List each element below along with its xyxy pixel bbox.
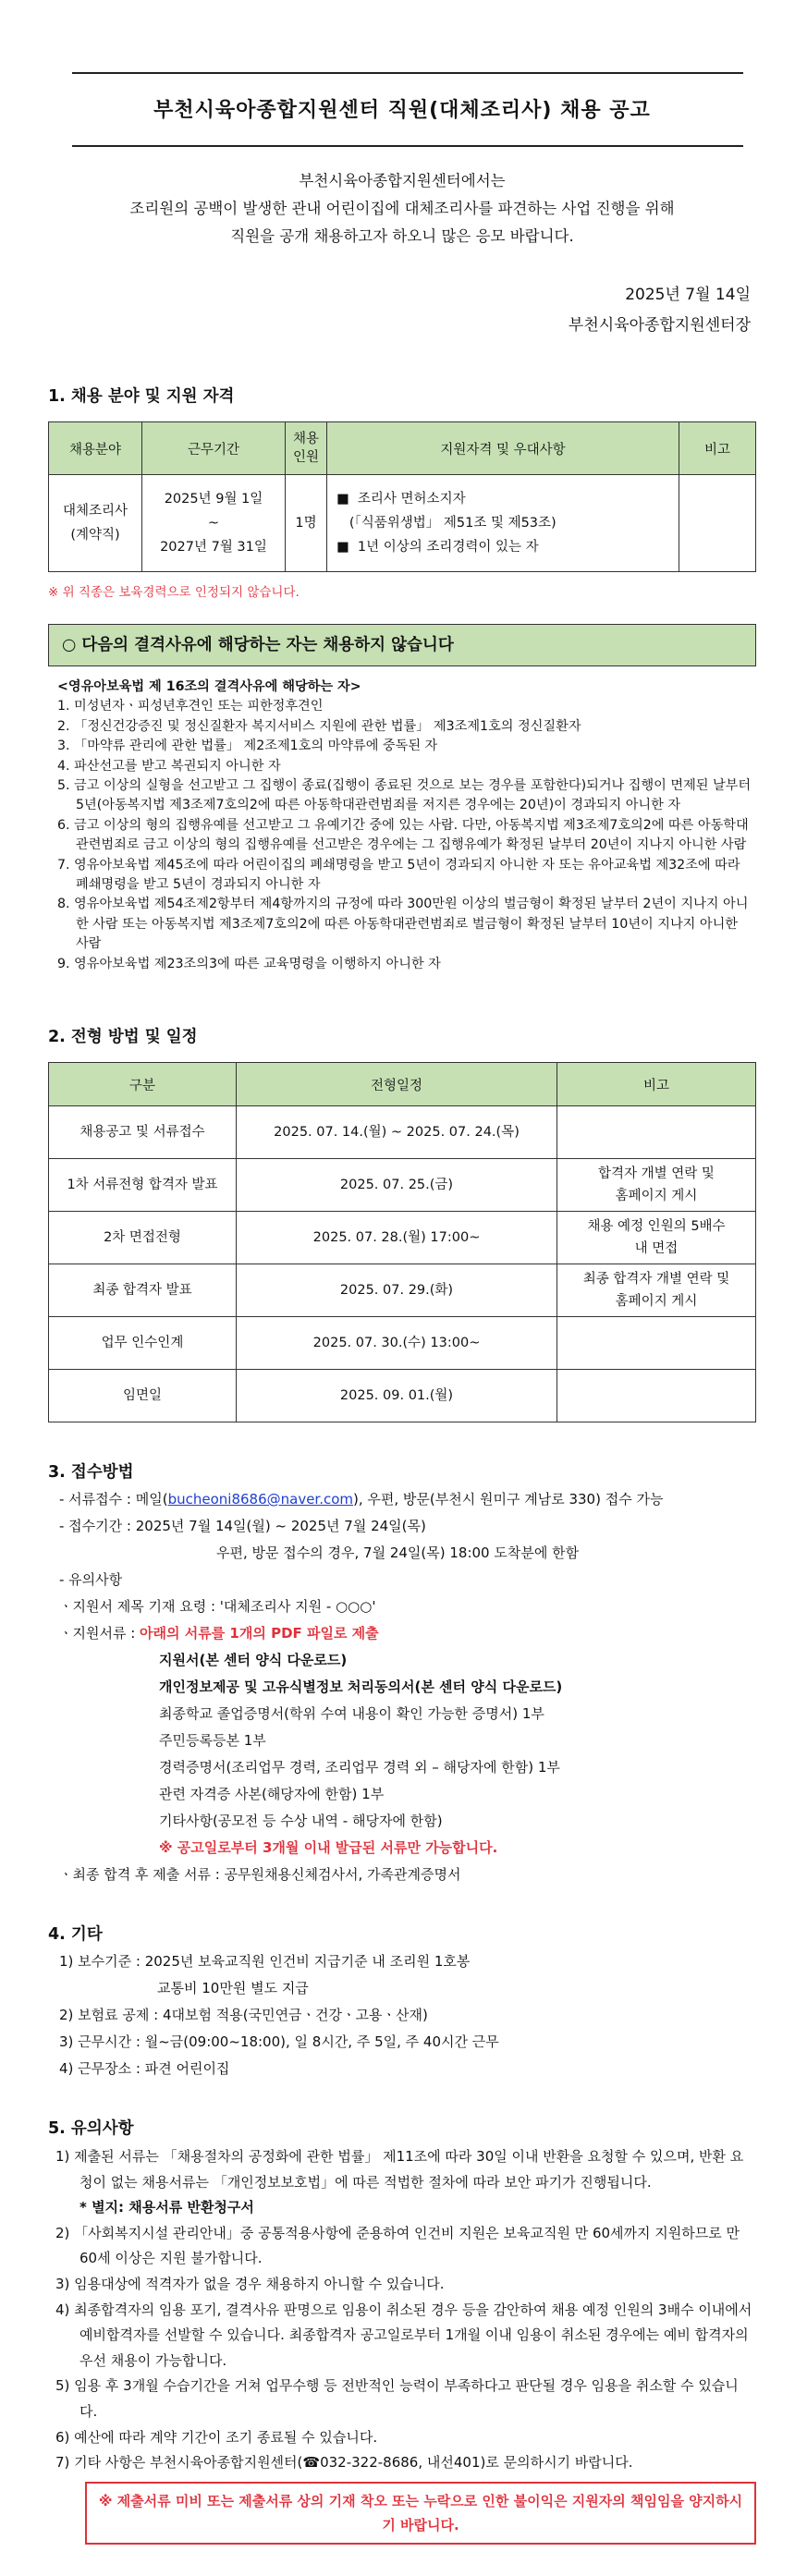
list-item: 5) 임용 후 3개월 수습기간을 거쳐 업무수행 등 전반적인 능력이 부족하다고 판단될 경우 임용을 취소할 수 있습니다. <box>55 2377 739 2421</box>
section5-heading: 5. 유의사항 <box>48 2119 134 2139</box>
list-item: 8. 영유아보육법 제54조제2항부터 제4항까지의 규정에 따라 300만원 이상의 벌금형이 확정된 날부터 2년이 지나지 아니한 사람 또는 아동복지법 제3조제7호의2에 따른 아동학대관련범죄로 벌금형이 확정된 날부터 10년이 지나지 아니한 사람 <box>57 897 749 952</box>
intro: 부천시육아종합지원센터에서는 조리원의 공백이 발생한 관내 어린이집에 대체조리사를 파견하는 사업 진행을 위해 직원을 공개 채용하고자 하오니 많은 응모 바랍니다. <box>129 172 675 245</box>
notes-list: 1) 제출된 서류는 「채용절차의 공정화에 관한 법률」 제11조에 따라 30일 이내 반환을 요청할 수 있으며, 반환 요청이 없는 채용서류는 「개인정보보호법」에 따른 적법한 절차에 따라 보안 파기가 진행됩니다. * 별지: 채용서류 반환청구서 2) 「사회복지시설 관리안내」중 공통적용사항에 준용하여 인건비 지원은 보육교직원 만 60세까지 지원하므로 만 60세 이상은 지원 불가합니다. 3) 임용대상에 적격자가 없을 경우 채용하지 아니할 수 있습니다. 4) 최종합격자의 임용 포기, 결격사유 판명으로 임용이 취소된 경우 등을 감안하여 채용 예정 인원의 3배수 이내에서 예비합격자를 선발할 수 있습니다. 최종합격자 공고일로부터 1개월 이내 임용이 취소된 경우에는 예비 합격자의 우선 채용이 가능합니다. 5) 임용 후 3개월 수습기간을 거쳐 업무수행 등 전반적인 능력이 부족하다고 판단될 경우 임용을 취소할 수 있습니다. 6) 예산에 따라 계약 기간이 조기 종료될 수 있습니다. 7) 기타 사항은 부천시육아종합지원센터(☎032-322-8686, 내선401)로 문의하시기 바랍니다. <box>48 2144 756 2476</box>
table-row: 업무 인수인계 2025. 07. 30.(수) 13:00~ <box>49 1317 756 1370</box>
list-item: 지원서(본 센터 양식 다운로드) <box>159 1652 348 1669</box>
title-rule <box>72 145 743 147</box>
section4-heading: 4. 기타 <box>48 1925 103 1945</box>
list-item: 주민등록등본 1부 <box>159 1732 266 1750</box>
list-item: 경력증명서(조리업무 경력, 조리업무 경력 외 – 해당자에 한함) 1부 <box>159 1759 560 1776</box>
disqualification-list: <영유아보육법 제 16조의 결격사유에 해당하는 자> 1. 미성년자ㆍ피성년후견인 또는 피한정후견인 2. 「정신건강증진 및 정신질환자 복지서비스 지원에 관한 법률」 제3조제1호의 정신질환자 3. 「마약류 관리에 관한 법률」 제2조제1호의 마약류에 중독된 자 4. 파산선고를 받고 복권되지 아니한 자 5. 금고 이상의 실형을 선고받고 그 집행이 종료(집행이 종료된 것으로 보는 경우를 포함한다)되거나 집행이 면제된 날부터 5년(아동복지법 제3조제7호의2에 따른 아동학대관련범죄를 저지른 경우에는 20년)이 경과되지 아니한 자 6. 금고 이상의 형의 집행유예를 선고받고 그 유예기간 중에 있는 사람. 다만, 아동복지법 제3조제7호의2에 따른 아동학대관련범죄로 금고 이상의 형의 집행유예를 선고받은 경우에는 그 집행유예가 확정된 날부터 20년이 지나지 아니한 사람 7. 영유아보육법 제45조에 따라 어린이집의 폐쇄명령을 받고 5년이 경과되지 아니한 자 또는 유아교육법 제32조에 따라 폐쇄명령을 받고 5년이 경과되지 아니한 자 8. 영유아보육법 제54조제2항부터 제4항까지의 규정에 따라 300만원 이상의 벌금형이 확정된 날부터 2년이 지나지 아니한 사람 또는 아동복지법 제3조제7호의2에 따른 아동학대관련범죄로 벌금형이 확정된 날부터 10년이 지나지 아니한 사람 9. 영유아보육법 제23조의3에 따른 교육명령을 이행하지 아니한 자 <box>48 666 756 974</box>
list-item: 1) 제출된 서류는 「채용절차의 공정화에 관한 법률」 제11조에 따라 30일 이내 반환을 요청할 수 있으며, 반환 요청이 없는 채용서류는 「개인정보보호법」에 따른 적법한 절차에 따라 보안 파기가 진행됩니다. <box>55 2148 744 2191</box>
list-item: 2) 「사회복지시설 관리안내」중 공통적용사항에 준용하여 인건비 지원은 보육교직원 만 60세까지 지원하므로 만 60세 이상은 지원 불가합니다. <box>55 2224 740 2267</box>
table-row: 2차 면접전형 2025. 07. 28.(월) 17:00~ 채용 예정 인원의 5배수 내 면접 <box>49 1212 756 1264</box>
list-item: 6. 금고 이상의 형의 집행유예를 선고받고 그 유예기간 중에 있는 사람. 다만, 아동복지법 제3조제7호의2에 따른 아동학대관련범죄로 금고 이상의 형의 집행유예를 선고받은 경우에는 그 집행유예가 확정된 날부터 20년이 지나지 아니한 사람 <box>57 817 749 853</box>
list-item: 2. 「정신건강증진 및 정신질환자 복지서비스 지원에 관한 법률」 제3조제1호의 정신질환자 <box>57 718 581 734</box>
warning-box: ※ 제출서류 미비 또는 제출서류 상의 기재 착오 또는 누락으로 인한 불이익은 지원자의 책임임을 양지하시기 바랍니다. <box>85 2482 756 2545</box>
list-item: 3) 임용대상에 적격자가 없을 경우 채용하지 아니할 수 있습니다. <box>55 2276 445 2293</box>
table-row: 1차 서류전형 합격자 발표 2025. 07. 25.(금) 합격자 개별 연락 및 홈페이지 게시 <box>49 1159 756 1212</box>
list-item: 7) 기타 사항은 부천시육아종합지원센터(☎032-322-8686, 내선401)로 문의하시기 바랍니다. <box>55 2454 633 2472</box>
email-link[interactable]: bucheoni8686@naver.com <box>167 1491 354 1508</box>
list-item: 최종학교 졸업증명서(학위 수여 내용이 확인 가능한 증명서) 1부 <box>159 1705 544 1723</box>
section2-heading: 2. 전형 방법 및 일정 <box>48 1028 198 1047</box>
list-item: 5. 금고 이상의 실형을 선고받고 그 집행이 종료(집행이 종료된 것으로 보는 경우를 포함한다)되거나 집행이 면제된 날부터 5년(아동복지법 제3조제7호의2에 따른 아동학대관련범죄를 저지른 경우에는 20년)이 경과되지 아니한 자 <box>57 778 752 813</box>
list-item: 7. 영유아보육법 제45조에 따라 어린이집의 폐쇄명령을 받고 5년이 경과되지 아니한 자 또는 유아교육법 제32조에 따라 폐쇄명령을 받고 5년이 경과되지 아니한 자 <box>57 857 740 893</box>
list-item: 기타사항(공모전 등 수상 내역 - 해당자에 한함) <box>159 1813 443 1830</box>
schedule-table: 구분 전형일정 비고 채용공고 및 서류접수 2025. 07. 14.(월) ~ 2025. 07. 24.(목) 1차 서류전형 합격자 발표 2025. 07. 25.(금) 합격자 개별 연락 및 홈페이지 게시 2차 면접전형 2025. 07. 28.(월) 17:00~ 채용 예정 인원의 5배수 내 면접 최종 합격자 발표 2025. 07. 29.(화) 최종 합격자 개별 연락 및 홈페이지 게시 업무 인수인계 2025. 07. 30.(수) 13:00~ 임면일 2025. 09. 01.(월) <box>48 1062 756 1422</box>
disqualification-banner: ○ 다음의 결격사유에 해당하는 자는 채용하지 않습니다 <box>48 624 756 666</box>
list-item: 6) 예산에 따라 계약 기간이 조기 종료될 수 있습니다. <box>55 2428 378 2446</box>
notice-title: 부천시육아종합지원센터 직원(대체조리사) 채용 공고 <box>153 99 651 122</box>
table-row: 대체조리사 (계약직) 2025년 9월 1일 ~ 2027년 7월 31일 1명 ■ 조리사 면허소지자 (「식품위생법」 제51조 및 제53조) ■ 1년 이상의 조리경력이 있는 자 <box>49 475 756 572</box>
table-row: 임면일 2025. 09. 01.(월) <box>49 1370 756 1422</box>
experience-note: ※ 위 직종은 보육경력으로 인정되지 않습니다. <box>48 585 300 600</box>
section3-heading: 3. 접수방법 <box>48 1463 134 1483</box>
list-item: 개인정보제공 및 고유식별정보 처리동의서(본 센터 양식 다운로드) <box>159 1679 563 1696</box>
table-row: 최종 합격자 발표 2025. 07. 29.(화) 최종 합격자 개별 연락 및 홈페이지 게시 <box>49 1264 756 1317</box>
etc-list: 1) 보수기준 : 2025년 보육교직원 인건비 지급기준 내 조리원 1호봉 교통비 10만원 별도 지급 2) 보험료 공제 : 4대보험 적용(국민연금ㆍ건강ㆍ고용ㆍ산재) 3) 근무시간 : 월~금(09:00~18:00), 일 8시간, 주 5일, 주 40시간 근무 4) 근무장소 : 파견 어린이집 <box>59 1953 499 2078</box>
list-item: 4) 최종합격자의 임용 포기, 결격사유 판명으로 임용이 취소된 경우 등을 감안하여 채용 예정 인원의 3배수 이내에서 예비합격자를 선발할 수 있습니다. 최종합격자 공고일로부터 1개월 이내 임용이 취소된 경우에는 예비 합격자의 우선 채용이 가능합니다. <box>55 2301 752 2369</box>
application-method: - 서류접수 : 메일(bucheoni8686@naver.com), 우편, 방문(부천시 원미구 계남로 330) 접수 가능 - 접수기간 : 2025년 7월 14일(월) ~ 2025년 7월 24일(목) 우편, 방문 접수의 경우, 7월 24일(목) 18:00 도착분에 한함 - 유의사항 ㆍ지원서 제목 기재 요령 : '대체조리사 지원 - ○○○' ㆍ지원서류 : 아래의 서류를 1개의 PDF 파일로 제출 지원서(본 센터 양식 다운로드) 개인정보제공 및 고유식별정보 처리동의서(본 센터 양식 다운로드) 최종학교 졸업증명서(학위 수여 내용이 확인 가능한 증명서) 1부 주민등록등본 1부 경력증명서(조리업무 경력, 조리업무 경력 외 – 해당자에 한함) 1부 관련 자격증 사본(해당자에 한함) 1부 기타사항(공모전 등 수상 내역 - 해당자에 한함) ※ 공고일로부터 3개월 이내 발급된 서류만 가능합니다. ㆍ최종 합격 후 제출 서류 : 공무원채용신체검사서, 가족관계증명서 <box>48 1486 756 1888</box>
table-row: 채용공고 및 서류접수 2025. 07. 14.(월) ~ 2025. 07. 24.(목) <box>49 1106 756 1159</box>
notice-org: 부천시육아종합지원센터장 <box>568 316 751 335</box>
section1-heading: 1. 채용 분야 및 지원 자격 <box>48 387 235 406</box>
list-item: 관련 자격증 사본(해당자에 한함) 1부 <box>159 1786 385 1803</box>
list-item: 3. 「마약류 관리에 관한 법률」 제2조제1호의 마약류에 중독된 자 <box>57 739 438 754</box>
list-item: 9. 영유아보육법 제23조의3에 따른 교육명령을 이행하지 아니한 자 <box>57 956 441 971</box>
date-block <box>48 280 756 341</box>
qualification-table: 채용분야 근무기간 채용 인원 지원자격 및 우대사항 비고 대체조리사 (계약직) 2025년 9월 1일 ~ 2027년 7월 31일 1명 ■ 조리사 면허소지자 (「식품위생법」 제51조 및 제53조) ■ 1년 이상의 조리경력이 있는 자 <box>48 421 756 572</box>
list-item: 4. 파산선고를 받고 복권되지 아니한 자 <box>57 758 281 774</box>
notice-date: 2025년 7월 14일 <box>625 286 751 304</box>
list-item: 1. 미성년자ㆍ피성년후견인 또는 피한정후견인 <box>57 699 324 714</box>
